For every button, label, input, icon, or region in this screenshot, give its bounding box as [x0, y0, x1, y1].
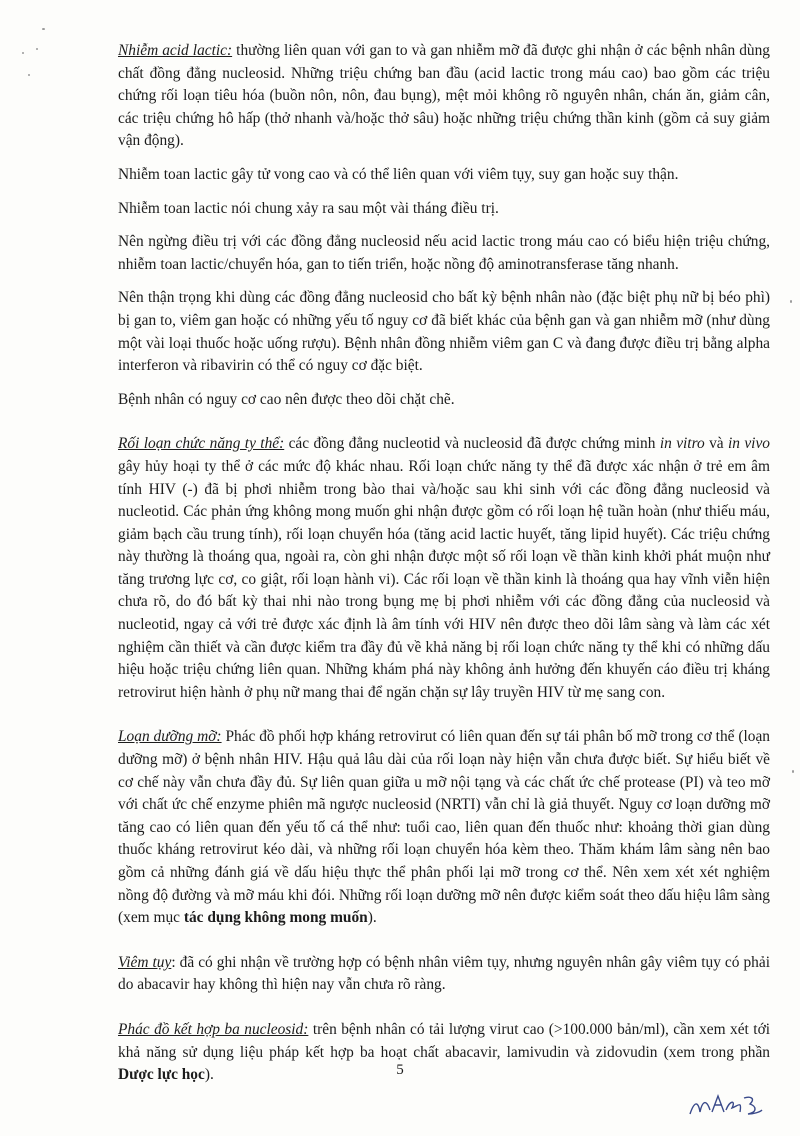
scan-speck	[36, 48, 38, 50]
scan-speck	[42, 28, 45, 30]
paragraph-stop-treatment	[118, 231, 770, 276]
page-number: 5	[396, 1062, 404, 1078]
paragraph-text: gây hủy hoại ty thể ở các mức độ khác nhau. Rối loạn chức năng ty thể đã được xác nhận ở trẻ em âm tính HIV (-) đã bị phơi nhiễm trong bào thai và/hoặc sau khi sinh với các đồng đẳng nucleosid và nucleotid. Các phản ứng không mong muốn ghi nhận được gồm có rối loạn hệ tuần hoàn (như thiếu máu, giảm bạch cầu trung tính), rối loạn chuyển hóa (tăng acid lactic huyết, tăng lipid huyết). Các triệu chứng này thường là thoáng qua, ngoài ra, còn ghi nhận được một số rối loạn về thần kinh khởi phát muộn như tăng trương lực cơ, co giật, rối loạn hành vi). Các rối loạn về thần kinh là thoáng qua hay vĩnh viễn hiện chưa rõ, do đó bất kỳ thai nhi nào trong bụng mẹ bị phơi nhiễm với các đồng đẳng của nucleosid và nucleotid, ngay cả với trẻ được xác định là âm tính với HIV nên được theo dõi lâm sàng và làm các xét nghiệm cần thiết và cần được kiểm tra đầy đủ về khả năng bị rối loạn chức năng ty thể khi có những dấu hiệu hoặc triệu chứng liên quan. Những khám phá này không ảnh hưởng đến khuyến cáo điều trị kháng retrovirut hiện hành ở phụ nữ mang thai để ngăn chặn sự lây truyền HIV từ mẹ sang con.	[118, 457, 770, 701]
section-heading-lactic-acidosis: Nhiễm acid lactic:	[118, 42, 233, 59]
paragraph-text: Nên ngừng điều trị với các đồng đẳng nucleosid nếu acid lactic trong máu cao có biểu hiện triệu chứng, nhiễm toan lactic/chuyển hóa, gan to tiến triển, hoặc nồng độ aminotransferase tăng nhanh.	[118, 233, 770, 273]
paragraph-text: Bệnh nhân có nguy cơ cao nên được theo dõi chặt chẽ.	[118, 390, 455, 408]
paragraph-monitoring	[118, 389, 770, 412]
scan-speck	[28, 74, 30, 76]
paragraph-text: Phác đồ phối hợp kháng retrovirut có liên quan đến sự tái phân bố mỡ trong cơ thể (loạn dưỡng mỡ) ở bệnh nhân HIV. Hậu quả lâu dài của rối loạn này hiện vẫn chưa được biết. Sự hiểu biết về cơ chế này vẫn chưa đầy đủ. Sự liên quan giữa u mỡ nội tạng và các chất ức chế protease (PI) và teo mỡ với chất ức chế enzyme phiên mã ngược nucleosid (NRTI) vẫn chỉ là giả thuyết. Nguy cơ loạn dưỡng mỡ tăng cao có liên quan đến yếu tố cá thể như: tuổi cao, liên quan đến thuốc như: khoảng thời gian dùng thuốc kháng retrovirut kéo dài, và những rối loạn chuyển hóa kèm theo. Thăm khám lâm sàng nên bao gồm cả những đánh giá về dấu hiệu thực thể phân phối lại mỡ trong cơ thể. Nên xem xét xét nghiệm nồng độ đường và mỡ máu khi đói. Những rối loạn dưỡng mỡ nên được kiểm soát theo dấu hiệu lâm sàng (xem mục	[118, 728, 770, 927]
paragraph-text: trên bệnh nhân có tải lượng virut cao (>100.000 bản/ml), cần xem xét tới khả năng sử dụng liệu pháp kết hợp ba hoạt chất abacavir, lamivudin và zidovudin (xem trong phần	[118, 1020, 770, 1061]
paragraph-text: : đã có ghi nhận về trường hợp có bệnh nhân viêm tụy, nhưng nguyên nhân gây viêm tụy có phải do abacavir hay không thì hiện nay vẫn chưa rõ ràng.	[118, 953, 770, 994]
paragraph-caution	[118, 287, 770, 377]
paragraph-lipodystrophy	[118, 726, 770, 929]
paragraph-mitochondrial-dysfunction	[118, 433, 770, 704]
term-in-vivo: in vivo	[728, 435, 770, 453]
section-heading-triple-nucleoside: Phác đồ kết hợp ba nucleosid:	[118, 1020, 309, 1038]
paragraph-pancreatitis	[118, 952, 770, 997]
section-heading-pancreatitis: Viêm tụy	[118, 953, 172, 971]
section-heading-mitochondrial: Rối loạn chức năng ty thể:	[118, 435, 285, 453]
paragraph-lactic-mortality	[118, 164, 770, 187]
reference-pharmacodynamics: Dược lực học	[118, 1066, 205, 1084]
scan-speck	[790, 300, 792, 303]
paragraph-text: thường liên quan với gan to và gan nhiễm mỡ đã được ghi nhận ở các bệnh nhân dùng chất đồng đẳng nucleosid. Những triệu chứng ban đầu (acid lactic trong máu cao) bao gồm các triệu chứng rối loạn tiêu hóa (buồn nôn, nôn, đau bụng), mệt mỏi không rõ nguyên nhân, chán ăn, giảm cân, các triệu chứng hô hấp (thở nhanh và/hoặc thở sâu) hoặc những triệu chứng thần kinh (gồm cả suy giảm vận động).	[118, 42, 770, 150]
section-heading-lipodystrophy: Loạn dưỡng mỡ:	[118, 728, 222, 746]
reference-adverse-effects: tác dụng không mong muốn	[183, 909, 368, 927]
paragraph-lactic-acidosis	[118, 40, 770, 153]
handwritten-initials-signature	[686, 1088, 766, 1124]
paragraph-text: ).	[367, 909, 377, 927]
scan-speck	[22, 52, 24, 54]
paragraph-lactic-onset	[118, 198, 770, 221]
paragraph-text: ).	[204, 1066, 214, 1084]
paragraph-text: Nên thận trọng khi dùng các đồng đẳng nucleosid cho bất kỳ bệnh nhân nào (đặc biệt phụ nữ bị béo phì) bị gan to, viêm gan hoặc có những yếu tố nguy cơ đã biết khác của bệnh gan và gan nhiễm mỡ (như dùng một vài loại thuốc hoặc uống rượu). Bệnh nhân đồng nhiễm viêm gan C và đang được điều trị bằng alpha interferon và ribavirin có thể có nguy cơ đặc biệt.	[118, 289, 770, 375]
term-in-vitro: in vitro	[659, 435, 705, 453]
paragraph-text: Nhiễm toan lactic nói chung xảy ra sau một vài tháng điều trị.	[118, 199, 499, 217]
scan-speck	[792, 770, 794, 773]
paragraph-text: các đồng đẳng nucleotid và nucleosid đã được chứng minh	[284, 435, 660, 453]
paragraph-text: Nhiễm toan lactic gây tử vong cao và có thể liên quan với viêm tụy, suy gan hoặc suy thận.	[118, 165, 679, 183]
document-body	[118, 40, 770, 1098]
paragraph-text: và	[704, 435, 728, 453]
